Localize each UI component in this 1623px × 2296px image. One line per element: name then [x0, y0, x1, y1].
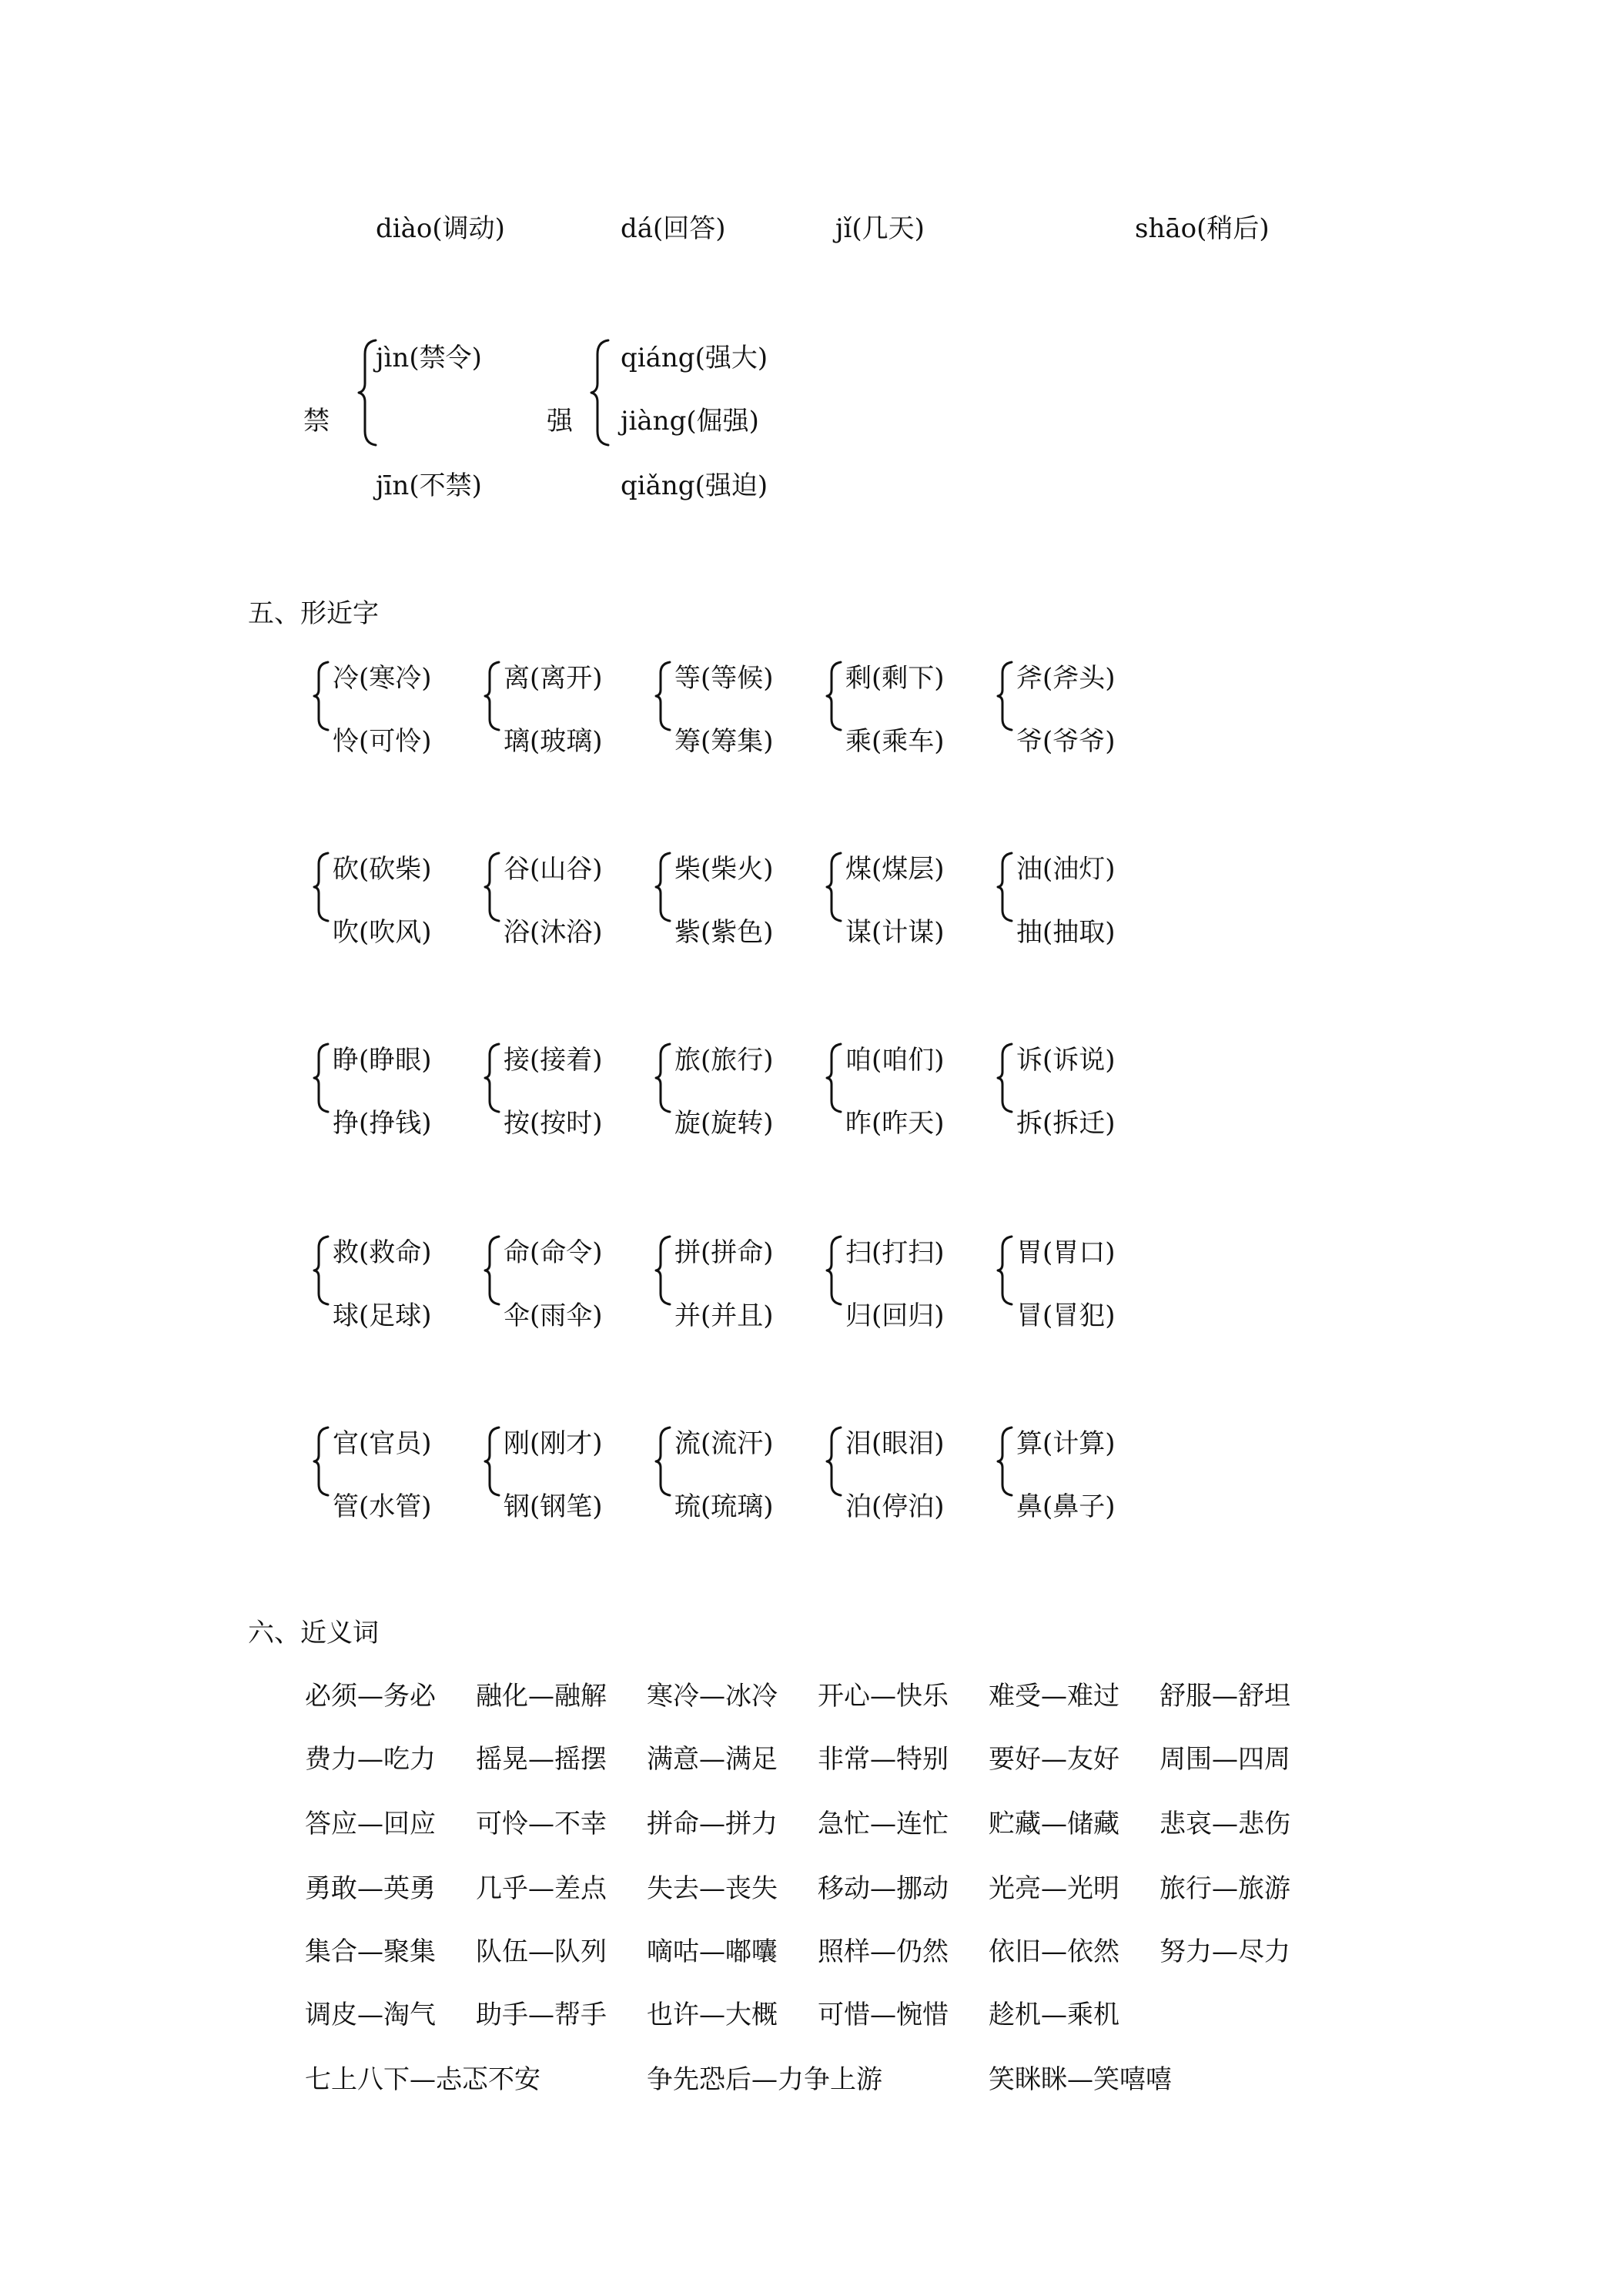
similar-char-bottom: 琉(琉璃): [674, 1491, 774, 1522]
synonym-pair: 可惜—惋惜: [818, 2000, 949, 2030]
similar-char-bottom: 挣(挣钱): [333, 1108, 432, 1139]
similar-char-bottom: 旋(旋转): [674, 1108, 774, 1139]
similar-char-bottom: 管(水管): [333, 1491, 432, 1522]
brace-icon: [482, 661, 504, 731]
similar-char-bottom: 怜(可怜): [333, 726, 432, 757]
brace-icon: [653, 661, 674, 731]
pinyin-text: jīn: [376, 470, 410, 501]
similar-char-top: 接(接着): [504, 1045, 603, 1076]
similar-char-bottom: 乘(乘车): [845, 726, 945, 757]
synonym-pair: 照样—仍然: [818, 1936, 949, 1967]
synonym-pair: 勇敢—英勇: [305, 1873, 436, 1904]
similar-char-top: 救(救命): [333, 1237, 432, 1268]
brace-icon: [995, 1043, 1016, 1113]
idiom-pair: 笑眯眯—笑嘻嘻: [989, 2064, 1172, 2095]
synonym-pair: 费力—吃力: [305, 1744, 436, 1775]
synonym-pair: 趁机—乘机: [989, 2000, 1119, 2030]
similar-char-top: 谷(山谷): [504, 854, 603, 885]
similar-char-top: 油(油灯): [1016, 854, 1116, 885]
similar-char-top: 柴(柴火): [674, 854, 774, 885]
similar-char-top: 咱(咱们): [845, 1045, 945, 1076]
similar-char-top: 官(官员): [333, 1428, 432, 1459]
similar-char-bottom: 伞(雨伞): [504, 1300, 603, 1331]
similar-char-bottom: 归(回归): [845, 1300, 945, 1331]
synonym-pair: 急忙—连忙: [818, 1809, 949, 1839]
similar-char-top: 煤(煤层): [845, 854, 945, 885]
pinyin-text: qiǎng: [621, 470, 695, 501]
brace-icon: [995, 1235, 1016, 1306]
pinyin-text: shāo: [1135, 213, 1197, 244]
similar-char-bottom: 拆(拆迁): [1016, 1108, 1116, 1139]
polyphone-char: 禁: [303, 406, 330, 437]
similar-char-top: 睁(睁眼): [333, 1045, 432, 1076]
synonym-pair: 摇晃—摇摆: [476, 1744, 607, 1775]
example-word: (调动): [432, 213, 505, 244]
brace-icon: [995, 661, 1016, 731]
synonym-pair: 光亮—光明: [989, 1873, 1119, 1904]
pinyin-text: qiáng: [621, 343, 695, 373]
similar-char-bottom: 吹(吹风): [333, 917, 432, 948]
brace-icon: [311, 1235, 333, 1306]
pinyin-entry-diao: [376, 213, 505, 244]
similar-char-top: 砍(砍柴): [333, 854, 432, 885]
brace-icon: [824, 852, 845, 922]
similar-char-bottom: 璃(玻璃): [504, 726, 603, 757]
brace-icon: [311, 852, 333, 922]
brace-icon: [588, 339, 613, 447]
synonym-pair: 周围—四周: [1160, 1744, 1290, 1775]
brace-icon: [653, 1426, 674, 1497]
brace-icon: [311, 1043, 333, 1113]
brace-icon: [653, 1235, 674, 1306]
similar-char-top: 剩(剩下): [845, 663, 945, 694]
example-word: (强大): [694, 343, 768, 373]
similar-char-bottom: 钢(钢笔): [504, 1491, 603, 1522]
synonym-pair: 失去—丧失: [647, 1873, 778, 1904]
brace-icon: [653, 1043, 674, 1113]
example-word: (禁令): [409, 343, 482, 373]
brace-icon: [482, 1426, 504, 1497]
pinyin-entry-da: [621, 213, 726, 244]
synonym-pair: 几乎—差点: [476, 1873, 607, 1904]
similar-char-bottom: 爷(爷爷): [1016, 726, 1116, 757]
polyphone-reading: [376, 470, 482, 501]
idiom-pair: 争先恐后—力争上游: [647, 2064, 882, 2095]
synonym-pair: 拼命—拼力: [647, 1809, 778, 1839]
brace-icon: [482, 1043, 504, 1113]
synonym-pair: 移动—挪动: [818, 1873, 949, 1904]
polyphone-reading: [621, 345, 768, 371]
pinyin-text: diào: [376, 213, 433, 244]
similar-char-top: 诉(诉说): [1016, 1045, 1116, 1076]
similar-char-bottom: 筹(筹集): [674, 726, 774, 757]
synonym-pair: 舒服—舒坦: [1160, 1681, 1290, 1712]
brace-icon: [311, 661, 333, 731]
synonym-pair: 悲哀—悲伤: [1160, 1809, 1290, 1839]
section-title: 六、近义词: [248, 1618, 379, 1648]
similar-char-bottom: 浴(沐浴): [504, 917, 603, 948]
pinyin-text: dá: [621, 213, 654, 244]
brace-icon: [824, 661, 845, 731]
similar-char-top: 扫(打扫): [845, 1237, 945, 1268]
example-word: (回答): [653, 213, 726, 244]
pinyin-text: jìn: [376, 343, 410, 373]
synonym-pair: 寒冷—冰冷: [647, 1681, 778, 1712]
synonym-pair: 开心—快乐: [818, 1681, 949, 1712]
similar-char-top: 胃(胃口): [1016, 1237, 1116, 1268]
synonym-pair: 集合—聚集: [305, 1936, 436, 1967]
synonym-pair: 依旧—依然: [989, 1936, 1119, 1967]
polyphone-reading: [621, 406, 759, 437]
similar-char-bottom: 按(按时): [504, 1108, 603, 1139]
synonym-pair: 可怜—不幸: [476, 1809, 607, 1839]
synonym-pair: 要好—友好: [989, 1744, 1119, 1775]
synonym-pair: 融化—融解: [476, 1681, 607, 1712]
synonym-pair: 也许—大概: [647, 2000, 778, 2030]
similar-char-top: 等(等候): [674, 663, 774, 694]
similar-char-bottom: 谋(计谋): [845, 917, 945, 948]
synonym-pair: 嘀咕—嘟囔: [647, 1936, 778, 1967]
brace-icon: [995, 852, 1016, 922]
synonym-pair: 助手—帮手: [476, 2000, 607, 2030]
similar-char-top: 拼(拼命): [674, 1237, 774, 1268]
similar-char-bottom: 冒(冒犯): [1016, 1300, 1116, 1331]
polyphone-reading: [621, 470, 768, 501]
brace-icon: [482, 1235, 504, 1306]
similar-char-bottom: 球(足球): [333, 1300, 432, 1331]
pinyin-entry-shao: [1135, 213, 1270, 244]
brace-icon: [653, 852, 674, 922]
similar-char-bottom: 紫(紫色): [674, 917, 774, 948]
similar-char-top: 流(流汗): [674, 1428, 774, 1459]
brace-icon: [482, 852, 504, 922]
similar-char-bottom: 昨(昨天): [845, 1108, 945, 1139]
brace-icon: [824, 1235, 845, 1306]
example-word: (不禁): [409, 470, 482, 501]
similar-char-top: 冷(寒冷): [333, 663, 432, 694]
similar-char-top: 离(离开): [504, 663, 603, 694]
synonym-pair: 答应—回应: [305, 1809, 436, 1839]
pinyin-entry-ji: [835, 213, 925, 244]
example-word: (倔强): [686, 406, 759, 437]
similar-char-bottom: 抽(抽取): [1016, 917, 1116, 948]
brace-icon: [824, 1043, 845, 1113]
synonym-pair: 队伍—队列: [476, 1936, 607, 1967]
polyphone-reading: [376, 345, 482, 371]
similar-char-top: 算(计算): [1016, 1428, 1116, 1459]
example-word: (几天): [852, 213, 925, 244]
similar-char-bottom: 鼻(鼻子): [1016, 1491, 1116, 1522]
brace-icon: [824, 1426, 845, 1497]
synonym-pair: 旅行—旅游: [1160, 1873, 1290, 1904]
brace-icon: [311, 1426, 333, 1497]
similar-char-top: 刚(刚才): [504, 1428, 603, 1459]
similar-char-top: 斧(斧头): [1016, 663, 1116, 694]
synonym-pair: 贮藏—储藏: [989, 1809, 1119, 1839]
synonym-pair: 必须—务必: [305, 1681, 436, 1712]
idiom-pair: 七上八下—忐忑不安: [305, 2064, 540, 2095]
brace-icon: [995, 1426, 1016, 1497]
synonym-pair: 满意—满足: [647, 1744, 778, 1775]
synonym-pair: 非常—特别: [818, 1744, 949, 1775]
similar-char-top: 泪(眼泪): [845, 1428, 945, 1459]
similar-char-bottom: 泊(停泊): [845, 1491, 945, 1522]
pinyin-text: jiàng: [621, 406, 687, 437]
pinyin-text: jǐ: [835, 213, 852, 244]
similar-char-top: 命(命令): [504, 1237, 603, 1268]
section-title: 五、形近字: [248, 598, 379, 629]
similar-char-bottom: 并(并且): [674, 1300, 774, 1331]
polyphone-char: 强: [547, 406, 573, 437]
similar-char-top: 旅(旅行): [674, 1045, 774, 1076]
example-word: (稍后): [1196, 213, 1270, 244]
synonym-pair: 调皮—淘气: [305, 2000, 436, 2030]
synonym-pair: 努力—尽力: [1160, 1936, 1290, 1967]
example-word: (强迫): [694, 470, 768, 501]
synonym-pair: 难受—难过: [989, 1681, 1119, 1712]
